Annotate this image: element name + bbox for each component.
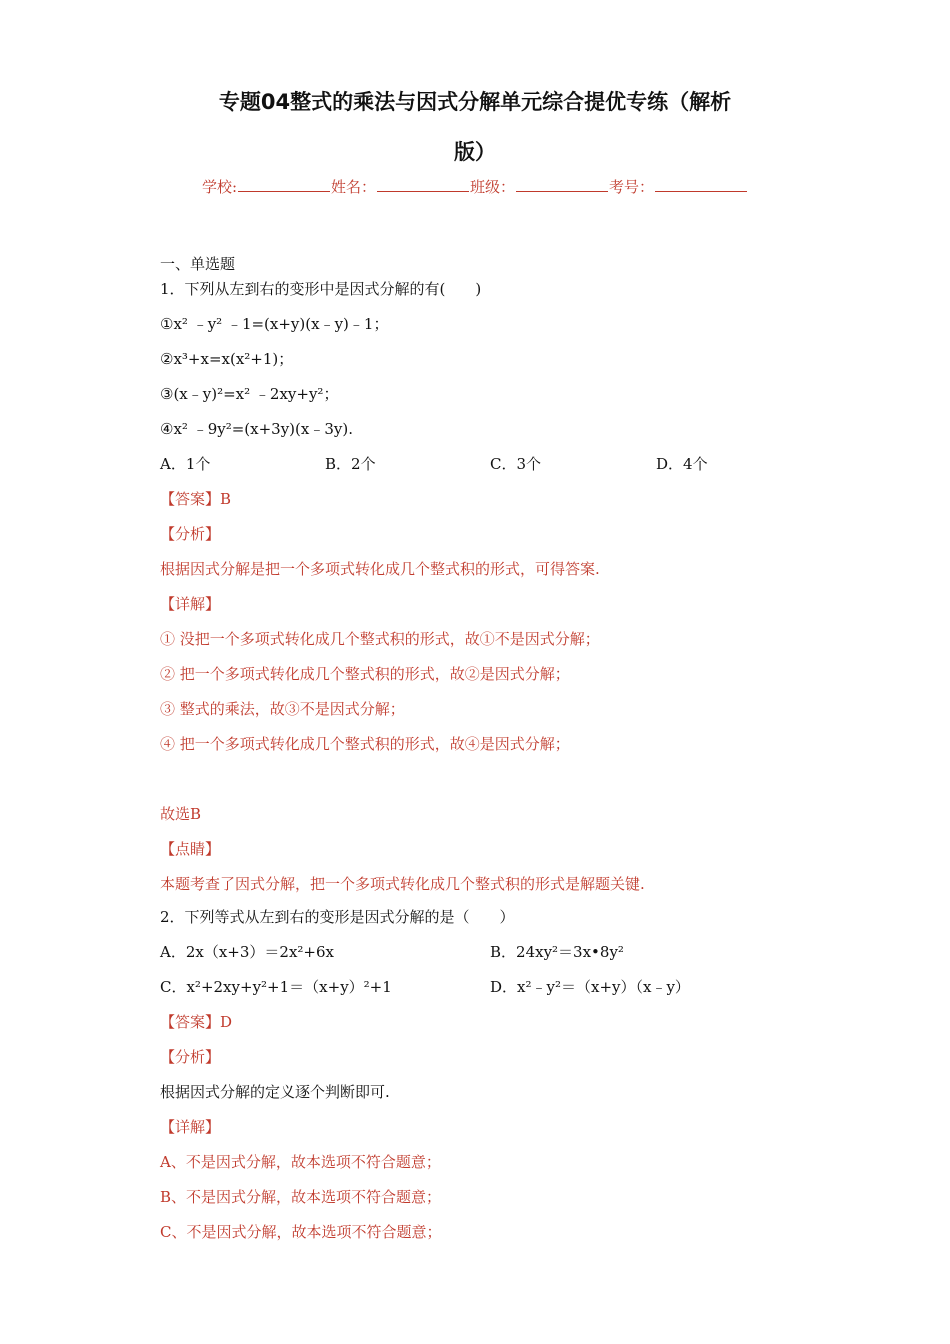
q1-item2: ②x³+x=x(x²+1)； <box>160 350 294 368</box>
name-blank[interactable] <box>377 179 469 192</box>
school-label: 学校: <box>201 178 237 196</box>
q2-analysis-label: 【分析】 <box>160 1048 221 1066</box>
section-heading: 一、单选题 <box>160 255 236 273</box>
q2-answer: 【答案】D <box>160 1013 233 1031</box>
q2-stem: 2．下列等式从左到右的变形是因式分解的是（ ） <box>160 908 515 926</box>
doc-title-line2: 版） <box>454 140 496 164</box>
q1-comment-label: 【点睛】 <box>160 840 221 858</box>
q2-option-d: D．x²﹣y²＝（x+y）（x﹣y） <box>490 978 690 996</box>
q1-choice: 故选B <box>160 805 202 823</box>
q2-option-a: A．2x（x+3）＝2x²+6x <box>160 943 334 961</box>
q1-comment: 本题考查了因式分解，把一个多项式转化成几个整式积的形式是解题关键. <box>160 875 645 893</box>
q1-option-d: D．4个 <box>656 455 708 473</box>
q1-item3: ③(x﹣y)²=x² ﹣2xy+y²； <box>160 385 339 403</box>
q1-analysis: 根据因式分解是把一个多项式转化成几个整式积的形式，可得答案. <box>160 560 600 578</box>
q1-item4: ④x² ﹣9y²=(x+3y)(x﹣3y). <box>160 420 353 438</box>
q2-analysis: 根据因式分解的定义逐个判断即可. <box>160 1083 390 1101</box>
q1-detail-4: ④ 把一个多项式转化成几个整式积的形式，故④是因式分解； <box>160 735 570 753</box>
q2-detail-1: A、不是因式分解，故本选项不符合题意； <box>160 1153 441 1171</box>
class-blank[interactable] <box>516 179 608 192</box>
q2-option-b: B．24xy²＝3x•8y² <box>490 943 624 961</box>
exam-no-blank[interactable] <box>655 179 747 192</box>
q2-option-c: C．x²+2xy+y²+1＝（x+y）²+1 <box>160 978 392 996</box>
q2-detail-3: C、不是因式分解，故本选项不符合题意； <box>160 1223 442 1241</box>
q2-detail-label: 【详解】 <box>160 1118 221 1136</box>
student-info-row <box>160 176 790 197</box>
q1-option-a: A．1个 <box>160 455 211 473</box>
exam-no-label: 考号： <box>609 178 655 196</box>
q1-detail-3: ③ 整式的乘法，故③不是因式分解； <box>160 700 405 718</box>
q1-option-c: C．3个 <box>490 455 542 473</box>
q1-detail-2: ② 把一个多项式转化成几个整式积的形式，故②是因式分解； <box>160 665 570 683</box>
q1-detail-label: 【详解】 <box>160 595 221 613</box>
class-label: 班级： <box>470 178 516 196</box>
q1-analysis-label: 【分析】 <box>160 525 221 543</box>
q2-detail-2: B、不是因式分解，故本选项不符合题意； <box>160 1188 442 1206</box>
q1-option-b: B．2个 <box>325 455 376 473</box>
name-label: 姓名： <box>331 178 377 196</box>
q1-detail-1: ① 没把一个多项式转化成几个整式积的形式，故①不是因式分解； <box>160 630 600 648</box>
q1-stem: 1．下列从左到右的变形中是因式分解的有( ) <box>160 280 482 298</box>
q1-item1: ①x² ﹣y² ﹣1=(x+y)(x﹣y)﹣1； <box>160 315 389 333</box>
q1-answer: 【答案】B <box>160 490 232 508</box>
doc-title-line1: 专题04整式的乘法与因式分解单元综合提优专练（解析 <box>218 90 732 114</box>
school-blank[interactable] <box>238 179 330 192</box>
